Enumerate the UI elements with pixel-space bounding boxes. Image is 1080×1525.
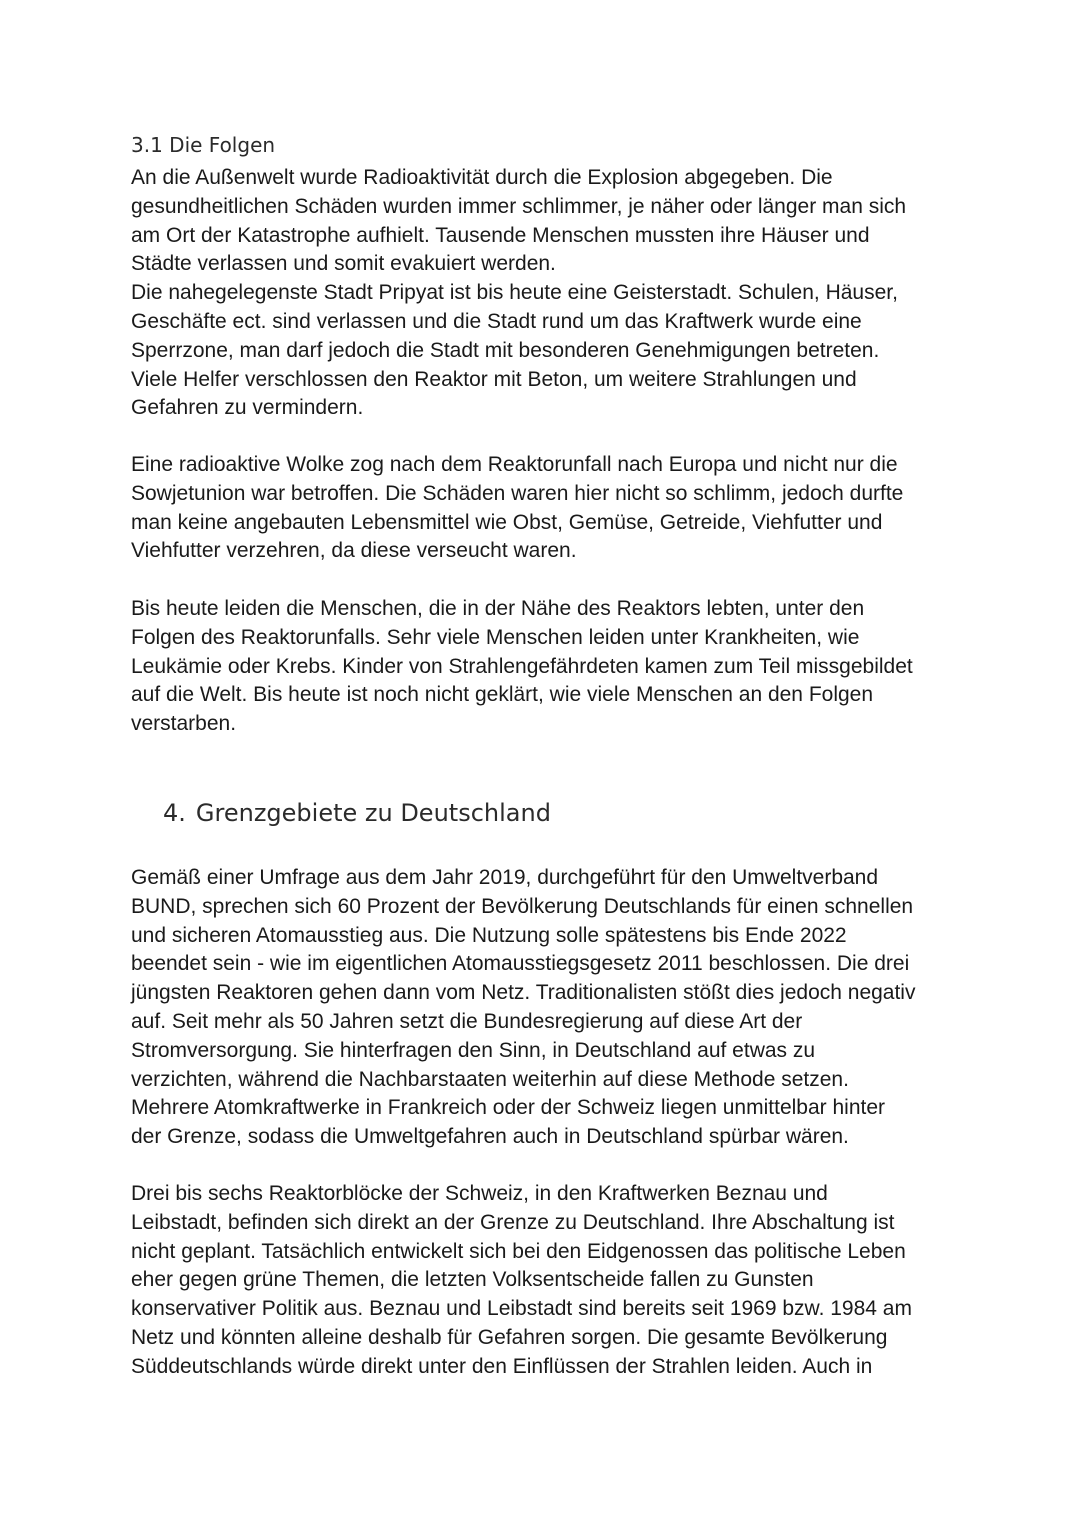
section-3-1-paragraph-2: [131, 451, 961, 566]
text-line: jüngsten Reaktoren gehen dann vom Netz. Traditionalisten stößt dies jedoch negativ: [131, 981, 916, 1005]
section-4-title: Grenzgebiete zu Deutschland: [195, 799, 551, 827]
text-line: Leukämie oder Krebs. Kinder von Strahlengefährdeten kamen zum Teil missgebildet: [131, 654, 913, 678]
text-line: Netz und könnten alleine deshalb für Gefahren sorgen. Die gesamte Bevölkerung: [131, 1325, 888, 1349]
text-line: An die Außenwelt wurde Radioaktivität durch die Explosion abgegeben. Die: [131, 166, 833, 189]
text-line: Die nahegelegenste Stadt Pripyat ist bis heute eine Geisterstadt. Schulen, Häuser,: [131, 281, 898, 305]
text-line: Geschäfte ect. sind verlassen und die Stadt rund um das Kraftwerk wurde eine: [131, 309, 862, 333]
section-3-1-paragraph-3: [131, 595, 961, 739]
text-line: verzichten, während die Nachbarstaaten weiterhin auf diese Methode setzen.: [131, 1067, 849, 1091]
text-line: auf die Welt. Bis heute ist noch nicht geklärt, wie viele Menschen an den Folgen: [131, 683, 874, 707]
section-3-1-title: 3.1 Die Folgen: [131, 133, 276, 157]
text-line: auf. Seit mehr als 50 Jahren setzt die Bundesregierung auf diese Art der: [131, 1009, 803, 1033]
text-line: und sicheren Atomausstieg aus. Die Nutzung solle spätestens bis Ende 2022: [131, 923, 847, 947]
text-line: konservativer Politik aus. Beznau und Leibstadt sind bereits seit 1969 bzw. 1984 am: [131, 1297, 912, 1321]
text-line: Viehfutter verzehren, da diese verseucht waren.: [131, 539, 577, 563]
text-line: Leibstadt, befinden sich direkt an der Grenze zu Deutschland. Ihre Abschaltung ist: [131, 1210, 895, 1234]
text-line: Städte verlassen und somit evakuiert werden.: [131, 252, 556, 276]
text-line: Drei bis sechs Reaktorblöcke der Schweiz, in den Kraftwerken Beznau und: [131, 1182, 828, 1205]
text-line: verstarben.: [131, 712, 237, 736]
text-line: BUND, sprechen sich 60 Prozent der Bevölkerung Deutschlands für einen schnellen: [131, 894, 914, 918]
text-line: Bis heute leiden die Menschen, die in der Nähe des Reaktors lebten, unter den: [131, 597, 865, 620]
text-line: Gemäß einer Umfrage aus dem Jahr 2019, durchgeführt für den Umweltverband: [131, 866, 879, 889]
text-line: Eine radioaktive Wolke zog nach dem Reaktorunfall nach Europa und nicht nur die: [131, 453, 898, 476]
section-4-paragraph-1: [131, 864, 961, 1152]
text-line: Gefahren zu vermindern.: [131, 396, 364, 420]
text-line: man keine angebauten Lebensmittel wie Obst, Gemüse, Getreide, Viehfutter und: [131, 510, 883, 534]
text-line: Mehrere Atomkraftwerke in Frankreich oder der Schweiz liegen unmittelbar hinter: [131, 1096, 886, 1120]
text-line: Folgen des Reaktorunfalls. Sehr viele Menschen leiden unter Krankheiten, wie: [131, 625, 860, 649]
text-line: gesundheitlichen Schäden wurden immer schlimmer, je näher oder länger man sich: [131, 194, 907, 218]
text-line: Sowjetunion war betroffen. Die Schäden waren hier nicht so schlimm, jedoch durfte: [131, 481, 904, 505]
text-line: Süddeutschlands würde direkt unter den Einflüssen der Strahlen leiden. Auch in: [131, 1354, 873, 1378]
text-line: nicht geplant. Tatsächlich entwickelt sich bei den Eidgenossen das politische Leben: [131, 1239, 906, 1263]
text-line: der Grenze, sodass die Umweltgefahren auch in Deutschland spürbar wären.: [131, 1125, 849, 1149]
section-4-heading: [163, 796, 551, 830]
text-line: am Ort der Katastrophe aufhielt. Tausende Menschen mussten ihre Häuser und: [131, 223, 870, 247]
text-line: Sperrzone, man darf jedoch die Stadt mit besonderen Genehmigungen betreten.: [131, 338, 880, 362]
text-line: Viele Helfer verschlossen den Reaktor mit Beton, um weitere Strahlungen und: [131, 367, 857, 391]
text-line: eher gegen grüne Themen, die letzten Volksentscheide fallen zu Gunsten: [131, 1268, 814, 1292]
section-4-number: 4.: [163, 799, 186, 827]
section-4-paragraph-2: [131, 1180, 961, 1382]
text-line: Stromversorgung. Sie hinterfragen den Sinn, in Deutschland auf etwas zu: [131, 1038, 816, 1062]
section-3-1-paragraph-1: [131, 164, 961, 423]
text-line: beendet sein - wie im eigentlichen Atomausstiegsgesetz 2011 beschlossen. Die drei: [131, 952, 910, 976]
